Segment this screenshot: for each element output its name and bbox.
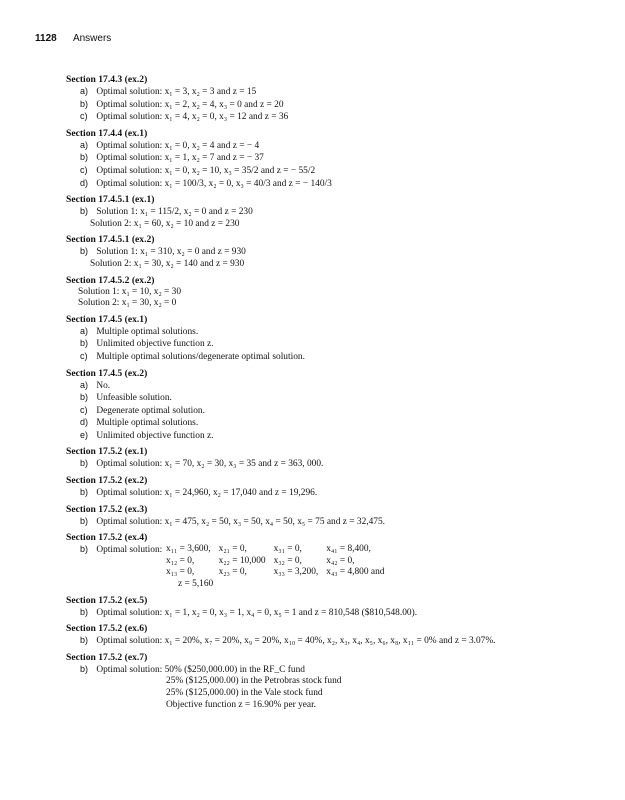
item-lead: Optimal solution: bbox=[96, 545, 163, 556]
grid-cell: x₂₂ = 10,000 bbox=[218, 555, 266, 566]
answer-line bbox=[66, 206, 606, 219]
item-label: b) bbox=[80, 544, 89, 555]
item-text: Optimal solution: x₁ = 3, x₂ = 3 and z = 15 bbox=[96, 87, 257, 97]
item-label: c) bbox=[80, 350, 88, 361]
item-text: Unlimited objective function z. bbox=[96, 339, 214, 350]
item-text: Degenerate optimal solution. bbox=[96, 405, 205, 416]
section-ex4 bbox=[66, 532, 606, 590]
grid-cell: x₄₁ = 8,400, bbox=[326, 544, 371, 555]
grid-cell: x₃₁ = 0, bbox=[273, 544, 302, 555]
grid-row bbox=[166, 544, 392, 556]
item-label: a) bbox=[80, 86, 89, 96]
item-label: b) bbox=[80, 392, 89, 403]
item-text: Optimal solution: x₁ = 0, x₂ = 10, x₃ = 35/2 and z = − 55/2 bbox=[96, 165, 316, 176]
item-label: b) bbox=[80, 515, 89, 526]
item-lead: Optimal solution: bbox=[96, 664, 163, 675]
item-label: a) bbox=[80, 379, 89, 390]
answer-line bbox=[66, 152, 606, 165]
section-title: Section 17.5.2 (ex.3) bbox=[66, 503, 148, 515]
section-title: Section 17.4.5.1 (ex.1) bbox=[66, 194, 155, 206]
answer-section bbox=[66, 275, 606, 310]
answer-line bbox=[66, 487, 606, 500]
answer-line bbox=[66, 178, 606, 191]
allocation-line: 25% ($125,000.00) in the Petrobras stock fund bbox=[166, 676, 342, 687]
section-title: Section 17.5.2 (ex.6) bbox=[66, 623, 148, 635]
item-label: a) bbox=[80, 325, 89, 336]
grid-cell: x₁₃ = 0, bbox=[166, 567, 195, 578]
answer-section bbox=[66, 74, 606, 124]
section-title: Section 17.4.5 (ex.2) bbox=[66, 367, 148, 379]
answer-line bbox=[66, 351, 606, 364]
item-text: Optimal solution: x₁ = 0, x₂ = 4 and z = − 4 bbox=[96, 140, 260, 151]
item-text: Multiple optimal solutions/degenerate optimal solution. bbox=[96, 351, 305, 362]
answer-line bbox=[66, 99, 606, 112]
answer-section bbox=[66, 234, 606, 270]
answer-line bbox=[66, 380, 606, 393]
item-label: b) bbox=[80, 338, 89, 349]
answer-line bbox=[66, 516, 606, 529]
item-label: a) bbox=[80, 139, 89, 150]
section-title: Section 17.4.3 (ex.2) bbox=[66, 74, 148, 85]
allocation-line: 25% ($125,000.00) in the Vale stock fund bbox=[166, 688, 323, 698]
answer-section bbox=[66, 475, 606, 500]
item-label: b) bbox=[80, 206, 89, 217]
answer-section bbox=[66, 128, 606, 190]
allocation-line: Objective function z = 16.90% per year. bbox=[166, 699, 317, 710]
item-label: b) bbox=[80, 606, 89, 617]
section-ex7 bbox=[66, 652, 606, 711]
grid-cell: x₃₃ = 3,200, bbox=[273, 567, 319, 578]
section-title: Section 17.5.2 (ex.5) bbox=[66, 594, 148, 606]
item-label: d) bbox=[80, 417, 89, 428]
solution-grid bbox=[166, 544, 392, 579]
item-text: Solution 2: x₁ = 60, x₂ = 10 and z = 230 bbox=[90, 218, 240, 229]
item-label: c) bbox=[80, 111, 88, 122]
section-title: Section 17.4.5.1 (ex.2) bbox=[66, 234, 155, 246]
item-text: Solution 1: x₁ = 115/2, x₂ = 0 and z = 230 bbox=[96, 207, 253, 218]
answer-line bbox=[66, 287, 606, 299]
item-text: Optimal solution: x₁ = 1, x₂ = 7 and z = − 37 bbox=[96, 153, 264, 164]
answer-line bbox=[66, 140, 606, 153]
header-title: Answers bbox=[72, 33, 112, 44]
item-label: b) bbox=[80, 663, 89, 674]
item-label: e) bbox=[80, 429, 89, 440]
answer-line bbox=[66, 165, 606, 178]
item-text: Optimal solution: x₁ = 24,960, x₂ = 17,040 and z = 19,296. bbox=[96, 488, 318, 499]
item-label: b) bbox=[80, 246, 89, 257]
answer-line bbox=[66, 338, 606, 351]
item-label: c) bbox=[80, 404, 88, 415]
item-label: b) bbox=[80, 458, 89, 469]
answer-section bbox=[66, 314, 606, 364]
answer-line bbox=[66, 392, 606, 405]
page-number: 1128 bbox=[35, 33, 57, 44]
section-title: Section 17.4.4 (ex.1) bbox=[66, 127, 148, 139]
answer-line bbox=[66, 298, 606, 310]
item-text: Unfeasible solution. bbox=[96, 393, 172, 404]
item-label: c) bbox=[80, 164, 88, 175]
answer-line bbox=[66, 246, 606, 259]
grid-cell: x₃₂ = 0, bbox=[273, 555, 302, 566]
answers-content bbox=[66, 74, 606, 715]
answer-line bbox=[66, 111, 606, 124]
item-label: d) bbox=[80, 177, 89, 188]
section-title: Section 17.5.2 (ex.7) bbox=[66, 651, 148, 663]
answer-line bbox=[66, 326, 606, 339]
page-header bbox=[35, 33, 111, 44]
grid-cell: x₁₁ = 3,600, bbox=[166, 544, 211, 555]
allocation-line: 50% ($250,000.00) in the RF_C fund bbox=[164, 664, 305, 675]
item-text: No. bbox=[96, 380, 111, 391]
item-text: Optimal solution: x₁ = 100/3, x₂ = 0, x₃ = 40/3 and z = − 140/3 bbox=[96, 178, 332, 189]
answer-line bbox=[66, 417, 606, 430]
section-title: Section 17.5.2 (ex.1) bbox=[66, 446, 148, 458]
grid-cell: x₄₂ = 0, bbox=[326, 555, 355, 566]
item-text: Multiple optimal solutions. bbox=[96, 326, 199, 337]
item-label: b) bbox=[80, 98, 89, 109]
grid-cell: x₁₂ = 0, bbox=[166, 555, 195, 566]
answer-section bbox=[66, 368, 606, 443]
answer-line bbox=[66, 458, 606, 471]
item-text: Solution 1: x₁ = 10, x₂ = 30 bbox=[78, 286, 182, 297]
answer-section bbox=[66, 194, 606, 230]
answer-line bbox=[66, 86, 606, 99]
answer-section bbox=[66, 623, 606, 648]
grid-cell: x₂₁ = 0, bbox=[218, 544, 247, 555]
item-text: Solution 2: x₁ = 30, x₂ = 0 bbox=[78, 298, 177, 309]
item-text: Solution 1: x₁ = 310, x₂ = 0 and z = 930 bbox=[96, 247, 246, 258]
item-label: b) bbox=[80, 152, 89, 163]
item-text: Unlimited objective function z. bbox=[96, 430, 214, 441]
grid-cell: x₄₃ = 4,800 and bbox=[326, 567, 385, 578]
grid-cell: x₂₃ = 0, bbox=[218, 567, 247, 578]
item-text: Solution 2: x₁ = 30, x₂ = 140 and z = 930 bbox=[90, 258, 245, 269]
item-text: Optimal solution: x₁ = 1, x₂ = 0, x₃ = 1, x₄ = 0, x₅ = 1 and z = 810,548 ($810,548.00). bbox=[96, 607, 418, 618]
item-text: Multiple optimal solutions. bbox=[96, 418, 199, 429]
item-text: Optimal solution: x₁ = 2, x₂ = 4, x₃ = 0 and z = 20 bbox=[96, 99, 284, 110]
section-title: Section 17.4.5 (ex.1) bbox=[66, 313, 148, 325]
section-title: Section 17.5.2 (ex.4) bbox=[66, 532, 148, 544]
answer-line bbox=[66, 635, 606, 648]
answer-line bbox=[66, 430, 606, 443]
item-text: Optimal solution: x₁ = 475, x₂ = 50, x₃ = 50, x₄ = 50, x₅ = 75 and z = 32,475. bbox=[96, 516, 386, 527]
grid-row bbox=[166, 567, 392, 579]
item-text: Optimal solution: x₁ = 70, x₂ = 30, x₃ = 35 and z = 363, 000. bbox=[96, 459, 324, 470]
answer-line bbox=[66, 259, 606, 271]
item-text: Optimal solution: x₁ = 20%, x₇ = 20%, x₉ = 20%, x₁₀ = 40%, x₂, x₃, x₄, x₅, x₆, x₈, x₁₁ = 0% and z = 3.07%. bbox=[96, 636, 496, 647]
objective-value: z = 5,160 bbox=[178, 579, 214, 590]
answer-section bbox=[66, 595, 606, 620]
answer-section bbox=[66, 446, 606, 471]
answer-line bbox=[66, 607, 606, 620]
answer-line bbox=[66, 405, 606, 418]
answer-section bbox=[66, 504, 606, 529]
section-title: Section 17.5.2 (ex.2) bbox=[66, 475, 148, 487]
section-title: Section 17.4.5.2 (ex.2) bbox=[66, 274, 155, 286]
answer-line bbox=[66, 219, 606, 231]
grid-row bbox=[166, 556, 392, 568]
item-label: b) bbox=[80, 487, 89, 498]
item-label: b) bbox=[80, 635, 89, 646]
item-text: Optimal solution: x₁ = 4, x₂ = 0, x₃ = 12 and z = 36 bbox=[96, 112, 289, 123]
